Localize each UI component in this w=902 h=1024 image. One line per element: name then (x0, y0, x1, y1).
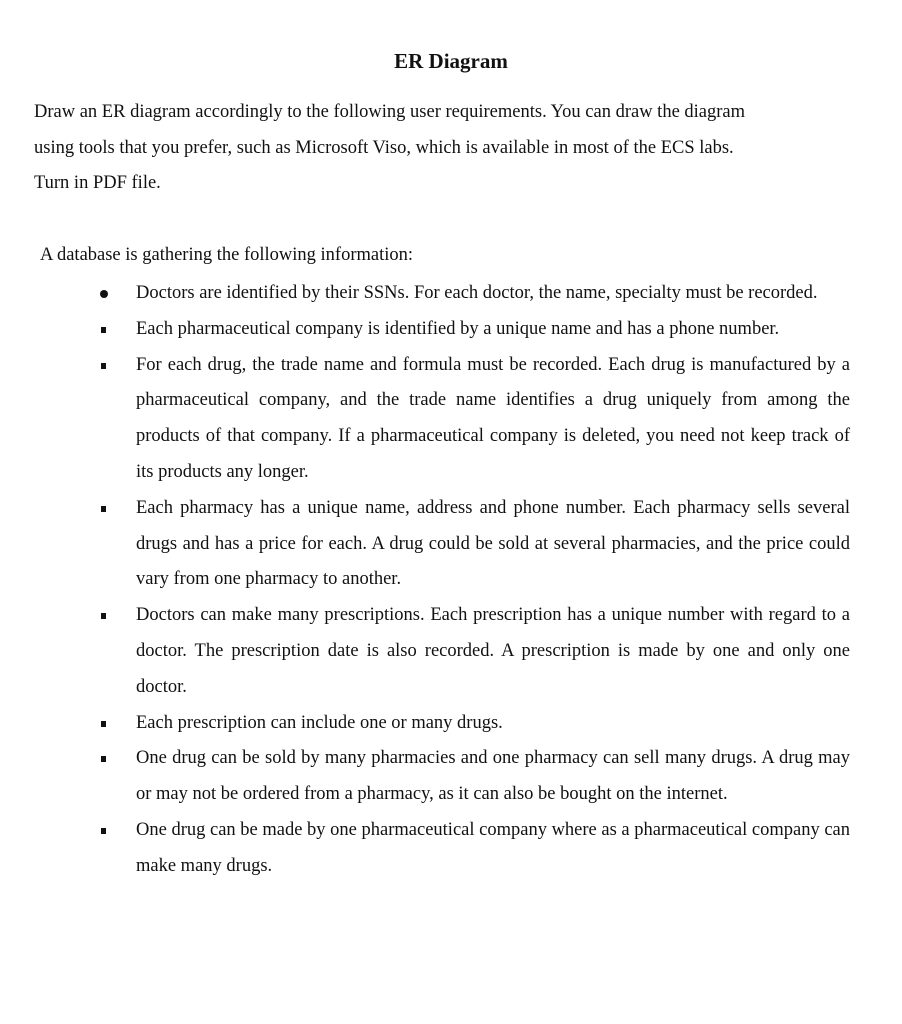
requirement-item (0, 741, 850, 813)
requirement-item (0, 312, 850, 348)
square-bullet-icon (96, 348, 116, 384)
square-bullet-icon (96, 706, 116, 742)
intro-line: Turn in PDF file. (34, 173, 161, 193)
square-bullet-icon (96, 312, 116, 348)
requirement-item (0, 348, 850, 491)
intro-line: Draw an ER diagram accordingly to the following user requirements. You can draw the diagram (34, 102, 746, 122)
square-bullet-icon (96, 598, 116, 634)
requirements-list (0, 276, 902, 885)
requirement-item (0, 491, 850, 598)
square-bullet-icon (96, 491, 116, 527)
requirement-text: Each pharmacy has a unique name, address and phone number. Each pharmacy sells several drugs and has a price for each. A drug could be sold at several pharmacies, and the price could vary from one pharmacy to another. (136, 497, 850, 590)
square-bullet-icon (96, 741, 116, 777)
requirement-text: One drug can be sold by many pharmacies and one pharmacy can sell many drugs. A drug may or may not be ordered from a pharmacy, as it can also be bought on the internet. (136, 748, 850, 805)
intro-line: using tools that you prefer, such as Microsoft Viso, which is available in most of the ECS labs. (34, 137, 734, 158)
intro-paragraph (34, 95, 874, 202)
requirement-text: For each drug, the trade name and formula must be recorded. Each drug is manufactured by a pharmaceutical company, and the trade name identifies a drug uniquely from among the products of that company. If a pharmaceutical company is deleted, you need not keep track of its products any longer. (136, 354, 850, 482)
requirement-text: Doctors can make many prescriptions. Each prescription has a unique number with regard to a doctor. The prescription date is also recorded. A prescription is made by one and only one doctor. (136, 605, 850, 697)
requirement-text: Doctors are identified by their SSNs. For each doctor, the name, specialty must be recorded. (136, 283, 818, 303)
database-heading: A database is gathering the following information: (40, 245, 413, 265)
requirement-text: One drug can be made by one pharmaceutical company where as a pharmaceutical company can make many drugs. (136, 819, 850, 876)
requirement-item (0, 276, 850, 312)
square-bullet-icon (96, 813, 116, 849)
requirement-item (0, 813, 850, 885)
document-title: ER Diagram (394, 49, 508, 73)
round-bullet-icon (96, 276, 116, 312)
requirement-item (0, 706, 850, 742)
requirement-text: Each prescription can include one or many drugs. (136, 712, 503, 733)
requirement-text: Each pharmaceutical company is identified by a unique name and has a phone number. (136, 318, 780, 339)
requirement-item (0, 598, 850, 705)
